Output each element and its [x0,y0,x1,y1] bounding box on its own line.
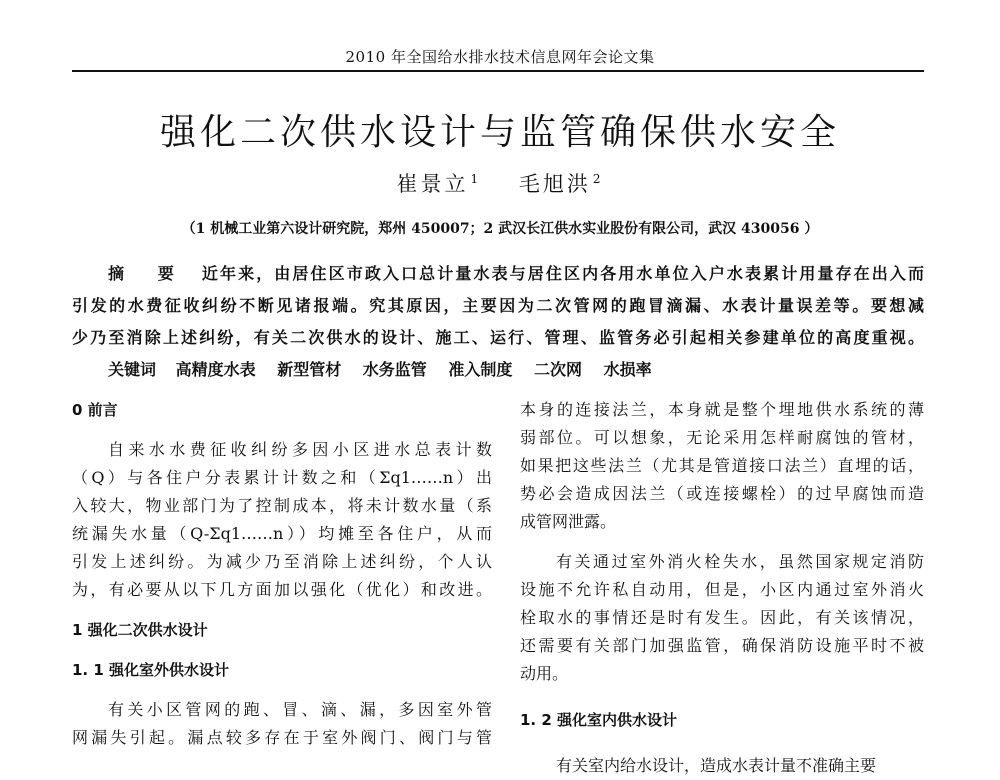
paragraph-line: 统漏失水量（Q-Σq1……n））均摊至各住户，从而 [72,524,492,543]
keyword: 水损率 [603,360,652,379]
abstract-line [72,258,924,290]
keyword: 高精度水表 [175,360,256,379]
paragraph-line: 动用。 [520,664,569,683]
section-heading: 0 前言 [72,401,118,419]
paragraph-line: 为，有必要从以下几方面加以强化（优化）和改进。 [72,580,492,599]
paragraph-line: 本身的连接法兰，本身就是整个埋地供水系统的薄 [520,400,924,419]
paragraph-line: 网漏失引起。漏点较多存在于室外阀门、阀门与管 [72,728,492,747]
abstract-line: 少乃至消除上述纠纷，有关二次供水的设计、施工、运行、管理、监管务必引起相关参建单位的高度重视。 [72,328,924,347]
author-name: 崔景立 [396,172,469,196]
paragraph-line: 势必会造成因法兰（或连接螺栓）的过早腐蚀而造 [520,484,924,503]
paragraph-line: （Q）与各住户分表累计计数之和（Σq1……n）出 [72,468,492,487]
subsection-heading: 1. 2 强化室内供水设计 [520,711,678,729]
paragraph-line: 还需要有关部门加强监管，确保消防设施平时不被 [520,636,924,655]
author-name: 毛旭洪 [518,172,591,196]
paragraph-line: 设施不允许私自动用，但是，小区内通过室外消火 [520,580,924,599]
paragraph-line: 入较大，物业部门为了控制成本，将未计数水量（系 [72,496,492,515]
keyword: 新型管材 [277,360,342,379]
paragraph-line: 有关小区管网的跑、冒、滴、漏，多因室外管 [108,700,492,719]
right-column [520,396,924,780]
paragraph-line: 有关通过室外消火栓失水，虽然国家规定消防 [556,552,924,571]
header-rule [72,70,924,72]
paragraph-line: 有关室内给水设计，造成水表计量不准确主要 [556,756,877,775]
paragraph-line: 自来水水费征收纠纷多因小区进水总表计数 [108,440,492,459]
keywords [72,354,924,386]
author-affil-mark: 2 [592,172,604,186]
author [519,172,604,196]
paragraph-line: 如果把这些法兰（尤其是管道接口法兰）直埋的话， [520,456,924,475]
subsection-heading: 1. 1 强化室外供水设计 [72,661,230,679]
running-header: 2010 年全国给水排水技术信息网年会论文集 [345,48,655,66]
affiliations: （1 机械工业第六设计研究院，郑州 450007；2 武汉长江供水实业股份有限公司，武汉 430056 ） [181,221,819,237]
paragraph-line: 引发上述纠纷。为减少乃至消除上述纠纷，个人认 [72,552,492,571]
keywords-label: 关键词 [108,360,157,379]
paragraph-line: 弱部位。可以想象，无论采用怎样耐腐蚀的管材， [520,428,924,447]
left-column [72,396,492,752]
keyword: 准入制度 [448,360,513,379]
keyword: 二次网 [533,360,582,379]
abstract-text: 近年来，由居住区市政入口总计量水表与居住区内各用水单位入户水表累计用量存在出入而 [201,264,924,283]
author [397,172,482,196]
paragraph-line: 栓取水的事情还是时有发生。因此，有关该情况， [520,608,924,627]
abstract-line: 引发的水费征收纠纷不断见诸报端。究其原因，主要因为二次管网的跑冒滴漏、水表计量误差等。要想减 [72,296,924,315]
abstract [72,258,924,386]
paper-title: 强化二次供水设计与监管确保供水安全 [159,112,840,153]
section-heading: 1 强化二次供水设计 [72,621,208,639]
paragraph-line: 成管网泄露。 [520,512,617,531]
keyword: 水务监管 [362,360,427,379]
authors [0,168,1000,198]
abstract-label: 摘 要 [108,264,188,283]
author-affil-mark: 1 [470,172,482,186]
